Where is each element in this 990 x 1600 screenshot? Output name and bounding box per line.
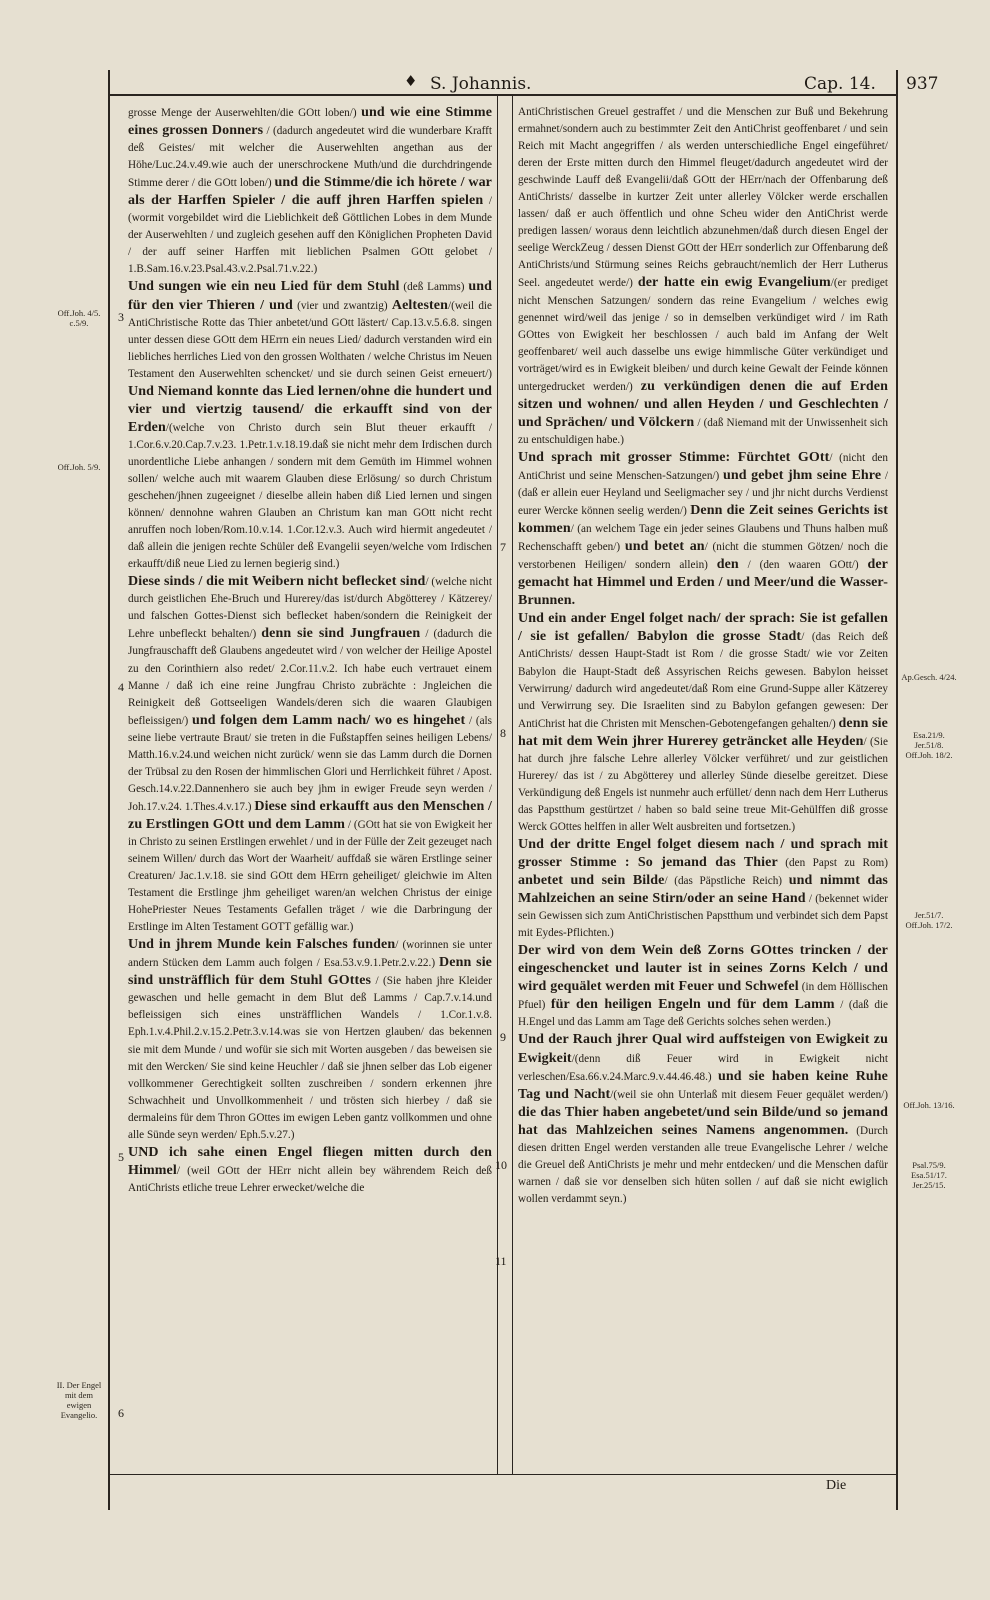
- paragraph: [518, 104, 888, 449]
- scripture-text: denn sie hat mit dem Wein jhrer Hurerey geträncket alle Heyden: [518, 715, 888, 749]
- commentary-text: AntiChristischen Greuel gestraffet / und die Menschen zur Buß und Bekehrung ermahnet/sondern auch zu bestimmter Zeit den AntiChrist geoffenbaret / und sein Reich mit Macht angegriffen / als werden unterschiedliche Engel eingeführet/ deren der Erste mitten durch den Himmel fleuget/dadurch angedeutet wird der geschwinde Lauff deß Evangelii/daß GOtt der HErr/nach der Offenbarung deß AntiChrists/ dasselbe in kurtzer Zeit unter allerley Völcker werde erschallen lassen/ daß er auch öffentlich und ohne Scheu wider den AntiChrist werde predigen lassen/ woraus denn leichtlich abzunehmen/daß durch diesen Engel der seelige WerckZeug / dessen Dienst GOtt der HErr sonderlich zur Offenbarung deß AntiChrists/und Stürmung seines Reichs gebraucht/nemlich der Herr Lutherus Seel. angedeutet werde/): [518, 106, 888, 290]
- commentary-text: / (bekennet wider sein Gewissen sich zum AntiChristischen Papstthum und verbindet sich dem Papst mit Eydes-Pflichten.): [518, 893, 888, 940]
- commentary-text: / (Sie haben jhre Kleider gewaschen und helle gemacht in dem Blut deß Lamms / Cap.7.v.14.und befleissigen sich eines unsträfflichen Wandels / 1.Cor.1.v.8. Eph.1.v.4.Phil.2.v.15.2.Petr.3.v.14.was sie von Hertzen glauben/ das bekennen sie mit dem Munde / und wofür sie sich mit Worten ausgeben / das beweisen sie mit den Wercken/ Sie sind keine Heuchler / daß sie jhnen selber das Lob eigener vollkommener Gerechtigkeit sollten zuschreiben / sondern erkennen jhre Schwachheit und Unvollkommenheit / und trösten sich hierbey / daß sie dermaleins für dem Thron GOttes im ewigen Leben gantz vollkommen und ohne alle Sünde seyn werden/ Eph.5.v.27.): [128, 975, 492, 1141]
- commentary-text: / (daß er allein euer Heyland und Seeligmacher sey / und jhr nicht durchs Verdienst eurer Wercke können seelig werden/): [518, 469, 888, 518]
- scripture-text: und wie eine Stimme eines grossen Donners: [128, 105, 492, 139]
- scripture-text: UND ich sahe einen Engel fliegen mitten durch den Himmel: [128, 1144, 492, 1178]
- scripture-text: den: [716, 557, 739, 573]
- scripture-text: für den heiligen Engeln und für dem Lamm: [550, 997, 835, 1013]
- commentary-text: / (als seine liebe vertraute Braut/ sie treten in die Fußstapffen seines heiligen Lebens/ Matth.16.v.24.und weichen nicht zurück/ wenn sie das Lamm durch die Dornen der Trübsal zu den Rosen der himmlischen Glori und Herrlichkeit führet / Apost. Gesch.14.v.22.Dannenhero sie auch bey jhm in ewiger Freude seyn werden / Joh.17.v.24. 1.Thes.4.v.17.): [128, 714, 492, 813]
- verse-number: 6: [118, 1406, 124, 1420]
- left-text-column: [128, 104, 492, 1470]
- commentary-text: /(weil sie ohn Unterlaß mit diesem Feuer gequälet werden/): [610, 1088, 888, 1101]
- chapter-label: Cap. 14.: [804, 74, 876, 94]
- scripture-text: denn sie sind Jungfrauen: [261, 626, 421, 642]
- commentary-text: / (weil GOtt der HErr nicht allein bey währendem Reich deß AntiChrists etliche treue Lehrer erwecket/welche die: [128, 1164, 492, 1194]
- paragraph: [518, 836, 888, 942]
- margin-gloss: Jer.51/7. Off.Joh. 17/2.: [905, 910, 953, 930]
- frame-rule-top: [108, 94, 898, 96]
- commentary-text: (Durch diesen dritten Engel werden verstanden alle treue Evangelische Lehrer / welche die Greuel deß AntiChrists je mehr und mehr entdecken/ und die Menschen dafür warnen / daß sie vor denselben sich hüten sollen / auf daß sie nicht ewiglich wollen verdammt seyn.): [518, 1124, 888, 1205]
- verse-number: 4: [118, 680, 124, 694]
- commentary-text: /(weil die AntiChristische Rotte das Thier anbetet/und GOtt lästert/ Cap.13.v.5.6.8. singen unter dessen diese GOtt dem HErrn ein neues Lied/ dadurch verstanden wird ein liebliches herrliches Lied von den grossen Wolthaten / welche Christus im Neuen Testament den Auserwehlten schencket/ und sie durch seinen Geist erneuert/): [128, 299, 492, 380]
- paragraph: [518, 449, 888, 610]
- verse-number: 11: [495, 1254, 507, 1268]
- scripture-text: Der wird von dem Wein deß Zorns GOttes trincken / der eingeschencket und lauter ist in seines Zorns Kelch / und wird gequälet werden mit Feuer und Schwefel: [518, 943, 888, 995]
- scripture-text: Und Niemand konnte das Lied lernen/ohne die hundert und vier und viertzig tausend/ die erkaufft sind von der Erden: [128, 383, 492, 435]
- commentary-text: / (das Päpstliche Reich): [664, 875, 789, 888]
- commentary-text: (vier und zwantzig): [292, 299, 392, 312]
- paragraph: [128, 573, 492, 936]
- commentary-text: / (daß die H.Engel und das Lamm am Tage deß Gerichts solches sehen werden.): [518, 999, 888, 1029]
- commentary-text: / (worinnen sie unter andern Stücken dem Lamm auch folgen / Esa.53.v.9.1.Petr.2.v.22.): [128, 939, 492, 970]
- commentary-text: / (welche nicht durch geistlichen Ehe-Bruch und Hurerey/das ist/durch Abgötterey / Kätzerey/ und falschen Gottes-Dienst sich beflecket haben/sondern die Reinigkeit der Lehre unbefleckt behalten/): [128, 576, 492, 641]
- margin-gloss: Off.Joh. 5/9.: [57, 462, 101, 472]
- verse-number: 8: [500, 726, 506, 740]
- commentary-text: (in dem Höllischen Pfuel): [518, 981, 888, 1012]
- paragraph: [518, 942, 888, 1031]
- header-ornament: ♦: [404, 72, 418, 90]
- page-number: 937: [906, 74, 939, 94]
- scripture-text: Aeltesten: [391, 297, 448, 313]
- scripture-text: und folgen dem Lamm nach/ wo es hingehet: [192, 712, 466, 728]
- commentary-text: / (an welchem Tage ein jeder seines Glaubens und Thuns halben muß Rechenschafft geben/): [518, 523, 888, 554]
- commentary-text: / (nicht den AntiChrist und seine Menschen-Satzungen/): [518, 451, 888, 482]
- paragraph: [128, 104, 492, 278]
- commentary-text: /(er prediget nicht Menschen Satzungen/ sondern das reine Evangelium / welches ewig genennet wird/weil das jenige / so in demselben verkündiget wird / im Rath GOttes von Ewigkeit her beschlossen / auch bald im Anfang der Welt geoffenbaret/ weil auch dasselbe uns ewige himmlische Güter verkündiget und vorträget/wird es in Ewigkeit bleiben/ und durch keine Gewalt der Feinde können untergedrucket werden/): [518, 277, 888, 393]
- scripture-text: und sie haben keine Ruhe Tag und Nacht: [518, 1068, 888, 1102]
- frame-rule-bottom: [108, 1474, 898, 1475]
- scripture-text: und für den vier Thieren / und: [128, 279, 492, 313]
- scripture-text: Diese sind erkaufft aus den Menschen / zu Erstlingen GOtt und dem Lamm: [128, 798, 492, 832]
- commentary-text: / (nicht die stummen Götzen/ noch die verstorbenen Heiligen/ sondern allein): [518, 541, 888, 572]
- scripture-text: anbetet und sein Bilde: [518, 873, 665, 889]
- commentary-text: (deß Lamms): [399, 281, 469, 294]
- scripture-text: Und in jhrem Munde kein Falsches funden: [128, 937, 396, 953]
- scripture-text: Und ein ander Engel folget nach/ der sprach: Sie ist gefallen / sie ist gefallen/ Babylon die grosse Stadt: [518, 611, 888, 645]
- commentary-text: / (daß Niemand mit der Unwissenheit sich zu entschuldigen habe.): [518, 416, 888, 446]
- margin-gloss: Esa.21/9. Jer.51/8. Off.Joh. 18/2.: [905, 730, 953, 760]
- scripture-text: der hatte ein ewig Evangelium: [637, 275, 831, 291]
- commentary-text: / (das Reich deß AntiChrists/ dessen Haupt-Stadt ist Rom / die grosse Stadt/ wie vor Zeiten Babylon die Haupt-Stadt deß Assyrischen Reichs gewesen. Babylon heisset Verwirrung/ dadurch wird angedeutet/daß Rom eine Grund-Suppe aller Kätzerey und Verwirrung sey. Die Israeliten sind zu Babylon gefangen gewesen: Der AntiChrist hat die Christen mit Menschen-Gebotengefangen gehalten/): [518, 631, 888, 730]
- commentary-text: grosse Menge der Auserwehlten/die GOtt loben/): [128, 107, 362, 119]
- catchword: Die: [826, 1478, 847, 1493]
- margin-gloss: Ap.Gesch. 4/24.: [901, 672, 957, 682]
- commentary-text: / (GOtt hat sie von Ewigkeit her in Christo zu seinen Erstlingen erwehlet / und in der Fülle der Zeit gezeuget nach seinem Willen/ durch das Wort der Waarheit/ auffdaß sie wären Erstlinge seiner Creaturen/ Jac.1.v.18. sie sind GOtt dem HErrn geheiliget/ gleichwie im Alten Testament die Erstlinge jhm geheiliget waren/an welchen Christus der einige HohePriester Neues Testaments Gefallen träget / wie die Darbringung der Erstlinge im Alten Testament GOTT gefällig war.): [128, 818, 492, 934]
- column-divider-right: [512, 94, 513, 1474]
- scripture-text: zu verkündigen denen die auf Erden sitzen und wohnen/ und allen Heyden / und Geschlechten / und Sprächen/ und Völckern: [518, 378, 888, 430]
- scripture-text: Denn sie sind unsträfflich für dem Stuhl GOttes: [128, 955, 492, 989]
- commentary-text: /(denn diß Feuer wird in Ewigkeit nicht verleschen/Esa.66.v.24.Marc.9.v.44.46.48.): [518, 1052, 888, 1083]
- scripture-text: und gebet jhm seine Ehre: [722, 467, 882, 483]
- running-title: S. Johannis.: [430, 74, 532, 94]
- verse-number: 7: [500, 540, 506, 554]
- margin-gloss: Psal.75/9. Esa.51/17. Jer.25/15.: [911, 1160, 947, 1190]
- scripture-text: und die Stimme/die ich hörete / war als der Harffen Spieler / die auff jhren Harffen spielen: [128, 175, 492, 209]
- scripture-text: die das Thier haben angebetet/und sein Bilde/und so jemand hat das Mahlzeichen seines Namens angenommen.: [518, 1104, 888, 1138]
- paragraph: [518, 610, 888, 836]
- verse-number: 3: [118, 310, 124, 324]
- scripture-text: Und sprach mit grosser Stimme: Fürchtet GOtt: [518, 449, 830, 465]
- commentary-text: / (dadurch die Jungfrauschafft deß Glaubens angedeutet wird / von welcher der Heilige Apostel zu den Corinthiern also redet/ 2.Cor.11.v.2. Ich habe euch vertrauet einem Manne / daß ich eine reine Jungfrau Christo zubrächte : Jngleichen die Reinigkeit deß Gottseeligen Wandels/deren sich die waaren Glaubigen befleissigen/): [128, 628, 492, 727]
- frame-rule-left: [108, 70, 110, 1510]
- margin-gloss: II. Der Engel mit dem ewigen Evangelio.: [56, 1380, 102, 1420]
- margin-gloss: Off.Joh. 13/16.: [903, 1100, 955, 1110]
- scripture-text: Denn die Zeit seines Gerichts ist kommen: [518, 503, 888, 537]
- right-text-column: [518, 104, 888, 1470]
- frame-rule-right: [896, 70, 898, 1510]
- commentary-text: / (dadurch angedeutet wird die wunderbare Krafft deß Geistes/ mit welcher die Auserwehlten angethan aus der Höhe/Luc.24.v.49.wie auch der unerschrockene Muth/und die durchdringende Stimme derer / die GOtt loben/): [128, 125, 492, 190]
- paragraph: [128, 1144, 492, 1197]
- commentary-text: /(welche von Christo durch sein Blut theuer erkaufft / 1.Cor.6.v.20.Cap.7.v.23. 1.Petr.1.v.18.19.daß sie nicht mehr dem Irdischen durch unordentliche Liebe anhangen / sondern mit dem Gemüth im Himmel wohnen sollen/ welche auch mit waarem Glauben diese Erlösung/ so durch Christum geschehen/jhnen zugeeignet / dieselbe allein haben diß Lied lernen und singen können/ dennohne wahren Glauben an Christum kan man GOtt nicht recht anruffen noch loben/Rom.10.v.14. 1.Cor.12.v.3. Auch wird hiermit angedeutet / daß allein die jenigen rechte Schüler deß Evangelii seyen/welche vom Irdischen erkaufft/diß neue Lied zu lernen begierig sind.): [128, 421, 492, 571]
- verse-number: 9: [500, 1030, 506, 1044]
- verse-number: 5: [118, 1150, 124, 1164]
- scripture-text: Und der Rauch jhrer Qual wird auffsteigen von Ewigkeit zu Ewigkeit: [518, 1032, 888, 1066]
- scripture-text: Und sungen wie ein neu Lied für dem Stuhl: [128, 279, 400, 295]
- paragraph: [518, 1031, 888, 1207]
- verse-number: 10: [495, 1158, 507, 1172]
- paragraph: [128, 936, 492, 1144]
- scripture-text: Diese sinds / die mit Weibern nicht beflecket sind: [128, 574, 426, 590]
- margin-gloss: Off.Joh. 4/5. c.5/9.: [57, 308, 101, 328]
- commentary-text: (den Papst zu Rom): [777, 857, 888, 870]
- paragraph: [128, 278, 492, 573]
- scripture-text: und betet an: [624, 539, 705, 555]
- scripture-text: Und der dritte Engel folget diesem nach / und sprach mit grosser Stimme : So jemand das Thier: [518, 836, 888, 871]
- scripture-text: und nimmt das Mahlzeichen an seine Stirn/oder an seine Hand: [518, 873, 888, 907]
- commentary-text: / (Sie hat durch jhre falsche Lehre allerley Völcker verführet/ und zur geistlichen Hurerey/ das ist / zu Abgötterey und allerley Sünde dieselbe gereitzet. Diese Verkündigung deß Engels ist nunmehr auch erfüllet/ denn nach dem Herr Lutherus das Papstthum gestürtzet / haben so bald seine treue Mit-Gehülffen diß grosse Werck GOttes helffen in aller Welt ausbreiten und fortsetzen.): [518, 735, 888, 833]
- commentary-text: / (den waaren GOtt/): [738, 559, 868, 572]
- scripture-text: der gemacht hat Himmel und Erden / und Meer/und die Wasser-Brunnen.: [518, 557, 888, 609]
- commentary-text: / (wormit vorgebildet wird die Lieblichkeit deß Göttlichen Lobes in dem Munde der Auserwehlten / und zugleich gesehen auff den Königlichen Propheten David / der auff seiner Harffen mit lieblichen Psalmen GOtt gelobet / 1.B.Sam.16.v.23.Psal.43.v.2.Psal.71.v.22.): [128, 195, 492, 276]
